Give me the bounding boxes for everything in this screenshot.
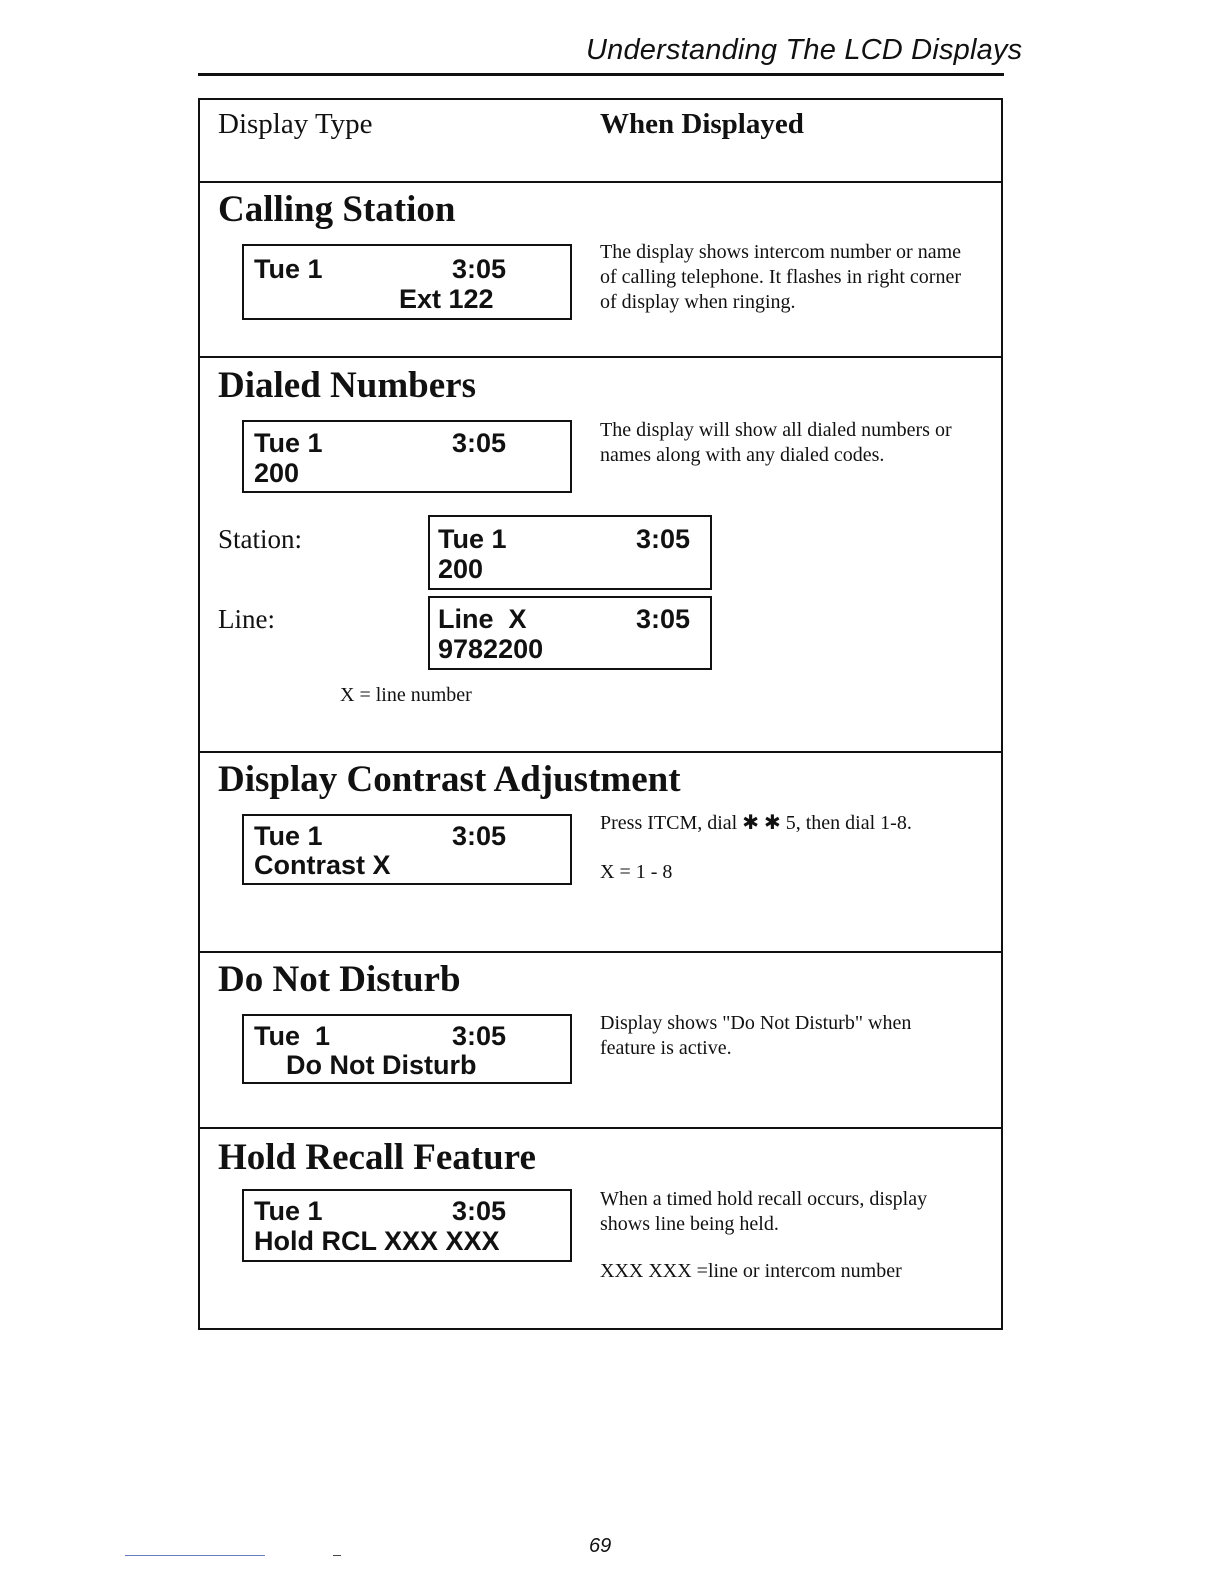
section-title-hold-recall: Hold Recall Feature [218,1137,536,1178]
lcd-line-example [428,596,712,670]
lcd-line2: Contrast X [254,850,391,880]
lcd-day: Line X [438,604,527,634]
row-divider [200,1127,1001,1129]
lcd-time: 3:05 [636,604,691,634]
lcd-calling-station [242,244,572,320]
lcd-day: Tue 1 [254,821,323,851]
lcd-day: Tue 1 [254,1196,323,1226]
lcd-station-example [428,515,712,590]
lcd-line2: 200 [254,458,300,488]
description-do-not-disturb: Display shows "Do Not Disturb" when feature is active. [600,1012,912,1059]
page-number: 69 [589,1535,612,1557]
contrast-range: X = 1 - 8 [600,861,673,883]
row-divider [200,751,1001,753]
lcd-line2: Ext 122 [399,284,494,314]
lcd-day: Tue 1 [254,1021,331,1051]
lcd-contrast [242,814,572,885]
section-title-calling-station: Calling Station [218,189,456,230]
bottom-rule [125,1555,265,1556]
stray-mark [333,1555,341,1556]
running-head: Understanding The LCD Displays [586,34,1023,66]
label-line: Line: [218,604,275,634]
lcd-day: Tue 1 [438,524,507,554]
lcd-time: 3:05 [452,1196,507,1226]
lcd-line2: 9782200 [438,634,544,664]
lcd-time: 3:05 [636,524,691,554]
lcd-day: Tue 1 [254,428,323,458]
note-hold-recall: XXX XXX =line or intercom number [600,1260,902,1282]
header-rule [198,73,1004,76]
display-table [198,98,1003,1330]
description-contrast: Press ITCM, dial ✱ ✱ 5, then dial 1-8. [600,812,912,834]
lcd-time: 3:05 [452,1021,507,1051]
lcd-day: Tue 1 [254,254,323,284]
lcd-time: 3:05 [452,428,507,458]
section-title-do-not-disturb: Do Not Disturb [218,959,461,1000]
section-title-dialed-numbers: Dialed Numbers [218,365,476,406]
description-hold-recall: When a timed hold recall occurs, display shows line being held. [600,1188,928,1235]
lcd-line2: Hold RCL XXX XXX [254,1226,500,1256]
column-header-display-type: Display Type [218,108,373,140]
section-title-contrast: Display Contrast Adjustment [218,759,681,800]
note-line-number: X = line number [340,684,472,706]
column-header-when-displayed: When Displayed [600,108,804,140]
lcd-do-not-disturb [242,1014,572,1084]
row-divider [200,181,1001,183]
row-divider [200,356,1001,358]
lcd-dialed-numbers [242,420,572,493]
lcd-time: 3:05 [452,821,507,851]
row-divider [200,951,1001,953]
description-calling-station: The display shows intercom number or name of calling telephone. It flashes in right corner of display when ringing. [600,241,962,313]
lcd-line2: Do Not Disturb [286,1050,477,1080]
lcd-hold-recall [242,1189,572,1262]
description-dialed-numbers: The display will show all dialed numbers or names along with any dialed codes. [600,419,952,466]
label-station: Station: [218,524,303,554]
lcd-time: 3:05 [452,254,507,284]
lcd-line2: 200 [438,554,484,584]
